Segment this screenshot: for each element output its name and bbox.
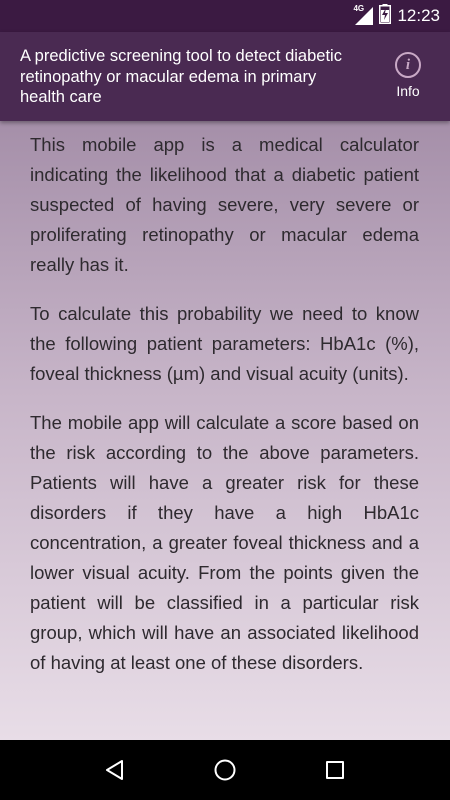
description-paragraph: The mobile app will calculate a score based on the risk according to the above parameters. Patients will have a greater risk for these disorders if they have a high HbA1c concentration, a greater foveal thickness and a lower visual acuity. From the points given the patient will be classified in a particular risk group, which will have an associated likelihood of having at least one of these disorders. — [30, 412, 419, 673]
signal-4g-icon — [353, 4, 373, 25]
status-time: 12:23 — [397, 6, 440, 25]
back-triangle-icon — [103, 758, 127, 782]
app-title: A predictive screening tool to detect diabetic retinopathy or macular edema in primary health care — [20, 47, 342, 106]
network-type-label: 4G — [353, 4, 365, 13]
home-button[interactable] — [205, 750, 245, 790]
battery-icon — [379, 4, 391, 29]
info-button[interactable] — [384, 52, 432, 99]
description-paragraph: To calculate this probability we need to know the following patient parameters: HbA1c (%), foveal thickness (µm) and visual acuity (units). — [30, 303, 419, 384]
status-bar — [0, 0, 450, 32]
info-label: Info — [396, 83, 420, 99]
app-bar — [0, 32, 450, 121]
status-icons — [353, 4, 391, 29]
description-text — [30, 121, 419, 697]
recents-button[interactable] — [315, 750, 355, 790]
info-icon: i — [395, 52, 421, 78]
description-paragraph: This mobile app is a medical calculator indicating the likelihood that a diabetic patient suspected of having severe, very severe or proliferating retinopathy or macular edema really has it. — [30, 134, 419, 275]
content-scroll-area[interactable] — [0, 121, 450, 740]
navigation-bar — [0, 740, 450, 800]
back-button[interactable] — [95, 750, 135, 790]
recents-square-icon — [324, 759, 346, 781]
home-circle-icon — [213, 758, 237, 782]
